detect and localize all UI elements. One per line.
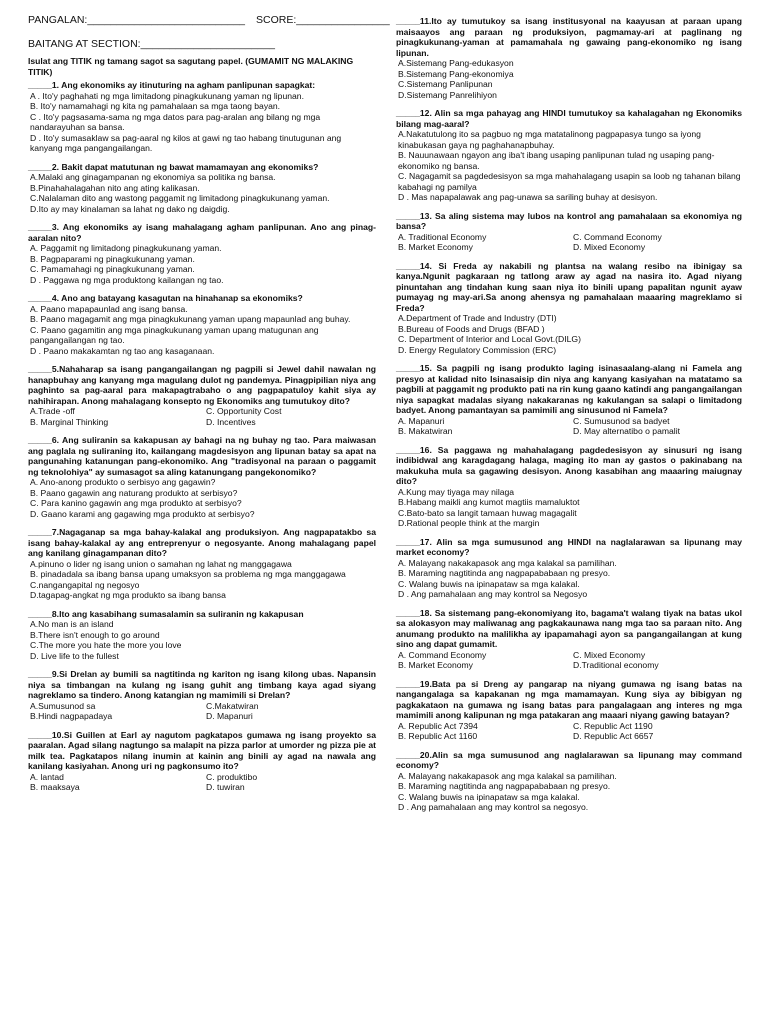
answer-option: C.nangangapital ng negosyo	[30, 579, 140, 590]
answer-options	[396, 58, 742, 100]
answer-option: C.Makatwiran	[206, 700, 259, 711]
question-stem: _____7.Nagaganap sa mga bahay-kalakal ang produksiyon. Ang nagpapatakbo sa isang bahay-kalakal ay ang entreprenyur o negosyante. Anong mahalagang papel ang kanilang ginagampanan dito?	[28, 527, 376, 558]
question-stem: _____4. Ano ang batayang kasagutan na hinahanap sa ekonomiks?	[28, 293, 303, 303]
answer-options	[28, 477, 376, 519]
answer-option: C . Ito'y pagsasama-sama ng mga datos para pag-aralan ang bilang ng mga nandarayuhan sa bansa.	[30, 111, 321, 132]
question-7	[28, 527, 376, 601]
answer-option: C. Sumusunod sa badyet	[573, 415, 670, 426]
question-stem: _____13. Sa aling sistema may lubos na kontrol ang pamahalaan sa ekonomiya ng bansa?	[396, 210, 742, 231]
answer-option: B. Republic Act 1160	[398, 731, 478, 741]
question-13	[396, 211, 742, 253]
answer-option: B. Makatwiran	[398, 426, 453, 436]
question-4	[28, 293, 376, 356]
answer-options	[396, 721, 742, 742]
answer-options	[396, 232, 742, 253]
answer-option: D.Rational people think at the margin	[398, 518, 540, 528]
answer-option: A.Malaki ang ginagampanan ng ekonomiya sa politika ng bansa.	[30, 172, 276, 182]
answer-option: B. Ito'y namamahagi ng kita ng pamahalaan sa mga taong bayan.	[30, 101, 281, 111]
question-20	[396, 750, 742, 813]
answer-option: A.Trade -off	[30, 406, 75, 416]
answer-option: C. Nagagamit sa pagdedesisyon sa mga mahahalagang usapin sa loob ng tahanan bilang kabahagi ng pamilya	[398, 171, 741, 192]
answer-option: A.Department of Trade and Industry (DTI)	[398, 313, 557, 323]
answer-option: A.Nakatutulong ito sa pagbuo ng mga matatalinong pagpapasya tungo sa iyong kinabukasan gaya ng paghahanapbuhay.	[398, 129, 701, 150]
answer-option: C. Mixed Economy	[573, 649, 646, 660]
answer-option: B.Hindi nagpapadaya	[30, 711, 113, 721]
answer-options	[396, 416, 742, 437]
question-18	[396, 608, 742, 671]
answer-options	[28, 243, 376, 285]
answer-option: C. Para kanino gagawin ang mga produkto at serbisyo?	[30, 498, 242, 508]
answer-option: A. Mapanuri	[398, 415, 445, 426]
answer-option: D. tuwiran	[206, 782, 245, 792]
answer-option: C. Opportunity Cost	[206, 406, 282, 416]
answer-option: D. Republic Act 6657	[573, 731, 654, 741]
answer-option: A. Republic Act 7394	[398, 720, 478, 731]
answer-option: A. Traditional Economy	[398, 231, 487, 242]
question-3	[28, 222, 376, 285]
question-10	[28, 730, 376, 793]
question-stem: _____2. Bakit dapat matutunan ng bawat mamamayan ang ekonomiks?	[28, 161, 319, 172]
answer-options	[396, 313, 742, 355]
answer-option: B. Paano magagamit ang mga pinagkukunang yaman upang mapaunlad ang buhay.	[30, 314, 351, 324]
answer-option: B.Pinahahalagahan nito ang ating kalikasan.	[30, 182, 200, 193]
answer-option: D. Incentives	[206, 416, 256, 427]
answer-option: B. Market Economy	[398, 660, 473, 670]
answer-option: B.Sistemang Pang-ekonomiya	[398, 68, 514, 79]
answer-option: D.Traditional economy	[573, 660, 659, 670]
answer-option: A.Kung may tiyaga may nilaga	[398, 486, 515, 497]
answer-option: C.The more you hate the more you love	[30, 640, 182, 650]
answer-options	[396, 129, 742, 203]
answer-option: D . Paggawa ng mga produktong kailangan ng tao.	[30, 274, 224, 285]
question-stem: _____17. Alin sa mga sumusunod ang HINDI na naglalarawan sa lipunang may market economy?	[396, 536, 742, 557]
answer-option: A. lantad	[30, 771, 64, 782]
answer-option: B. Paano gagawin ang naturang produkto at serbisyo?	[30, 487, 238, 498]
answer-option: D. Energy Regulatory Commission (ERC)	[398, 344, 557, 355]
question-stem: _____12. Alin sa mga pahayag ang HINDI tumutukoy sa kahalagahan ng Ekonomiks bilang mag-aaral?	[396, 108, 742, 129]
answer-option: C. Republic Act 1190	[573, 720, 653, 731]
answer-option: A. Command Economy	[398, 649, 487, 660]
answer-option: C.Nalalaman dito ang wastong paggamit ng limitadong pinagkukunang yaman.	[30, 193, 330, 203]
answer-option: A. Paggamit ng limitadong pinagkukunang yaman.	[30, 243, 222, 253]
answer-option: D.Sistemang Panrelihiyon	[398, 89, 497, 100]
name-field-label: PANGALAN:___________________________	[28, 14, 245, 26]
answer-option: A. Malayang nakakapasok ang mga kalakal sa pamilihan.	[398, 557, 617, 568]
question-17	[396, 537, 742, 600]
question-stem: _____19.Bata pa si Dreng ay pangarap na niyang gumawa ng isang batas na nangangalaga sa kapakanan ng mga mamamayan. Kung siya ay bibigyan ng pagkakataon na gumawa ng isang batas para pangalagaan ang interes ng mga mamimili anong kalipunan ng mga patakaran ang maaari niyang gawing batayan?	[396, 678, 742, 720]
answer-options	[28, 701, 376, 722]
answer-options	[28, 91, 376, 154]
question-5	[28, 364, 376, 427]
answer-option: D . Ang pamahalaan ang may kontrol sa negosyo.	[398, 802, 589, 812]
question-stem: _____3. Ang ekonomiks ay isang mahalagang agham panlipunan. Ano ang pinag-aaralan nito?	[28, 222, 376, 243]
answer-option: C. Walang buwis na ipinapataw sa mga kalakal.	[398, 578, 580, 589]
answer-options	[28, 406, 376, 427]
answer-option: C. Paano gagamitin ang mga pinagkukunang yaman upang matugunan ang pangangailangan ng tao.	[30, 324, 319, 345]
question-12	[396, 108, 742, 203]
answer-option: B. pinadadala sa ibang bansa upang umaksyon sa problema ng mga manggagawa	[30, 569, 346, 579]
question-stem: _____18. Sa sistemang pang-ekonomiyang ito, bagama't walang tiyak na batas ukol sa alokasyon may maliwanag ang pagkakaunawa nang mga tao sa paraan nito. Ang anumang produkto na malilikha ay ipapamahagi ayon sa pangangailangan at kung sino ang dapat gumamit.	[396, 607, 742, 649]
answer-option: A. Ano-anong produkto o serbisyo ang gagawin?	[30, 477, 216, 487]
answer-option: D.Ito ay may kinalaman sa lahat ng dako ng daigdig.	[30, 203, 230, 214]
question-14	[396, 261, 742, 356]
answer-option: D. Mapanuri	[206, 711, 253, 721]
answer-option: D. Mixed Economy	[573, 242, 646, 252]
answer-option: B. Maraming nagtitinda ang nagpapababaan ng presyo.	[398, 568, 611, 578]
question-15	[396, 363, 742, 437]
question-stem: _____6. Ang suliranin sa kakapusan ay bahagi na ng buhay ng tao. Para maiwasan ang paglala ng suliraning ito, kailangang magdesisyon ang lipunan batay sa apat na pangunahing katanungan pang-ekonomiko. Ang "tradisyonal na paraan o paggamit ng teknolohiya" ay sumasagot sa aling katanungang pangekonomiko?	[28, 435, 376, 477]
question-stem: _____9.Si Drelan ay bumili sa nagtitinda ng kariton ng isang kilong ubas. Napansin niya sa timbangan na kulang ng isang guhit ang timbang kaya agad siyang nagreklamo sa tindero. Anong katangian ng mamimili si Drelan?	[28, 669, 376, 700]
answer-option: B.There isn't enough to go around	[30, 629, 160, 640]
answer-option: C. Command Economy	[573, 231, 662, 242]
answer-option: A.No man is an island	[30, 619, 114, 629]
left-column	[28, 56, 376, 801]
answer-option: A. Malayang nakakapasok ang mga kalakal sa pamilihan.	[398, 770, 617, 781]
answer-option: D . Ito'y sumasaklaw sa pag-aaral ng kilos at gawi ng tao habang tinutugunan ang kanyang mga pangangailangan.	[30, 132, 342, 153]
question-16	[396, 445, 742, 529]
answer-option: A. Paano mapapaunlad ang isang bansa.	[30, 303, 188, 314]
answer-option: A . Ito'y paghahati ng mga limitadong pinagkukunang yaman ng lipunan.	[30, 90, 304, 101]
question-1	[28, 80, 376, 154]
answer-options	[28, 772, 376, 793]
right-column	[396, 16, 742, 821]
answer-option: B. Marginal Thinking	[30, 416, 109, 427]
answer-option: D . Mas napapalawak ang pag-unawa sa sariling buhay at desisyon.	[398, 192, 658, 202]
instructions: Isulat ang TITIK ng tamang sagot sa sagutang papel. (GUMAMIT NG MALAKING TITIK)	[28, 56, 354, 77]
answer-option: C. Pamamahagi ng pinagkukunang yaman.	[30, 264, 195, 274]
answer-option: C.Bato-bato sa langit tamaan huwag magagalit	[398, 507, 577, 518]
answer-options	[28, 619, 376, 661]
question-6	[28, 435, 376, 519]
answer-option: B. Nauunawaan ngayon ang iba't ibang usaping panlipunan tulad ng usaping pang-ekonomiko ng bansa.	[398, 150, 715, 171]
answer-option: D.tagapag-angkat ng mga produkto sa ibang bansa	[30, 590, 226, 600]
answer-options	[396, 487, 742, 529]
answer-option: C. Department of Interior and Local Govt.(DILG)	[398, 334, 581, 344]
question-9	[28, 669, 376, 722]
question-stem: _____14. Si Freda ay nakabili ng plantsa na walang resibo na ibinigay sa kanya.Ngunit pagkaraan ng tatlong araw ay agad na nasira ito. Agad niyang pinuntahan ang tindahan kung saan niya ito binili upang papalitan ngunit ayaw pumayag ng may-ari.Sa anong ahensya ng pamahalaan maaaring magreklamo si Freda?	[396, 260, 742, 313]
question-stem: _____15. Sa pagpili ng isang produkto laging isinasaalang-alang ni Famela ang presyo at kalidad nito Isinasaisip din niya ang kanyang kasiyahan na matatamo sa pagbili at paggamit ng produkto pati na rin kung gaano katindi ang pangangailangan niya sapagkat madalas siyang nakakaranas ng kakulangan sa salapi o limitadong badyet. Anong pamantayan sa pamimili ang sinusunod ni Famela?	[396, 363, 742, 415]
answer-options	[396, 650, 742, 671]
answer-option: C. produktibo	[206, 771, 258, 782]
answer-option: D. May alternatibo o pamalit	[573, 426, 680, 436]
section-field-label: BAITANG AT SECTION:_______________________	[28, 38, 275, 50]
question-stem: _____5.Nahaharap sa isang pangangailangan ng pagpili si Jewel dahil nawalan ng hanapbuhay ang kanyang mga magulang dulot ng pandemya. Pinagpipilian niya ang paghinto sa pag-aaral para makapagtrabaho o ang pagpapatuloy kahit siya ay nahihirapan. Anong mahalagang konsepto ng Ekonomiks ang tumutukoy dito?	[28, 364, 376, 406]
answer-options	[28, 172, 376, 214]
question-stem: _____10.Si Guillen at Earl ay nagutom pagkatapos gumawa ng isang proyekto sa paaralan. Agad silang nagtungo sa malapit na pizza parlor at umorder ng pizza pie at milk tea. Pagkatapos nilang inumin at kainin ang binili ay agad na nawala ang kanilang kasiyahan. Anong uri ng pagkonsumo ito?	[28, 729, 376, 771]
answer-options	[396, 558, 742, 600]
answer-option: D. Live life to the fullest	[30, 650, 119, 661]
question-stem: _____11.Ito ay tumutukoy sa isang institusyonal na kaayusan at paraan upang maisaayos ang paraan ng produksiyon, pagmamay-ari at paglinang ng pinagkukunang-yaman at pamamahala ng gawaing pang-ekonomiko ng isang lipunan.	[396, 16, 742, 58]
answer-options	[28, 559, 376, 601]
answer-option: B.Bureau of Foods and Drugs (BFAD )	[398, 323, 545, 334]
answer-options	[396, 771, 742, 813]
answer-option: A.Sumusunod sa	[30, 700, 96, 711]
question-11	[396, 16, 742, 100]
question-19	[396, 679, 742, 742]
answer-option: D. Gaano karami ang gagawing mga produkto at serbisyo?	[30, 508, 255, 519]
answer-option: B.Habang maikli ang kumot magtiis mamaluktot	[398, 497, 580, 507]
question-stem: _____1. Ang ekonomiks ay itinuturing na agham panlipunan sapagkat:	[28, 80, 316, 90]
answer-option: C. Walang buwis na ipinapataw sa mga kalakal.	[398, 791, 580, 802]
answer-option: B. Market Economy	[398, 242, 473, 252]
answer-option: B. maaksaya	[30, 782, 80, 792]
answer-option: D . Paano makakamtan ng tao ang kasaganaan.	[30, 345, 215, 356]
answer-option: A.pinuno o lider ng isang union o samahan ng lahat ng manggagawa	[30, 558, 292, 569]
question-stem: _____16. Sa paggawa ng mahahalagang pagdedesisyon ay sinusuri ng isang indibidwal ang karagdagang halaga, maging ito man ay gastos o pakinabang na makukuha mula sa gagawing desisyon. Anong kasabihan ang maaaring maiugnay dito?	[396, 444, 742, 486]
question-8	[28, 609, 376, 662]
answer-option: C.Sistemang Panlipunan	[398, 79, 493, 89]
answer-option: B. Maraming nagtitinda ang nagpapababaan ng presyo.	[398, 781, 611, 791]
answer-option: D . Ang pamahalaan ang may kontrol sa Negosyo	[398, 589, 588, 599]
question-stem: _____8.Ito ang kasabihang sumasalamin sa suliranin ng kakapusan	[28, 608, 304, 619]
score-field-label: SCORE:________________	[256, 14, 390, 26]
answer-options	[28, 304, 376, 357]
question-stem: _____20.Alin sa mga sumusunod ang naglalarawan sa lipunang may command economy?	[396, 749, 742, 770]
answer-option: B. Pagpaparami ng pinagkukunang yaman.	[30, 253, 195, 264]
question-2	[28, 162, 376, 215]
answer-option: A.Sistemang Pang-edukasyon	[398, 58, 514, 68]
